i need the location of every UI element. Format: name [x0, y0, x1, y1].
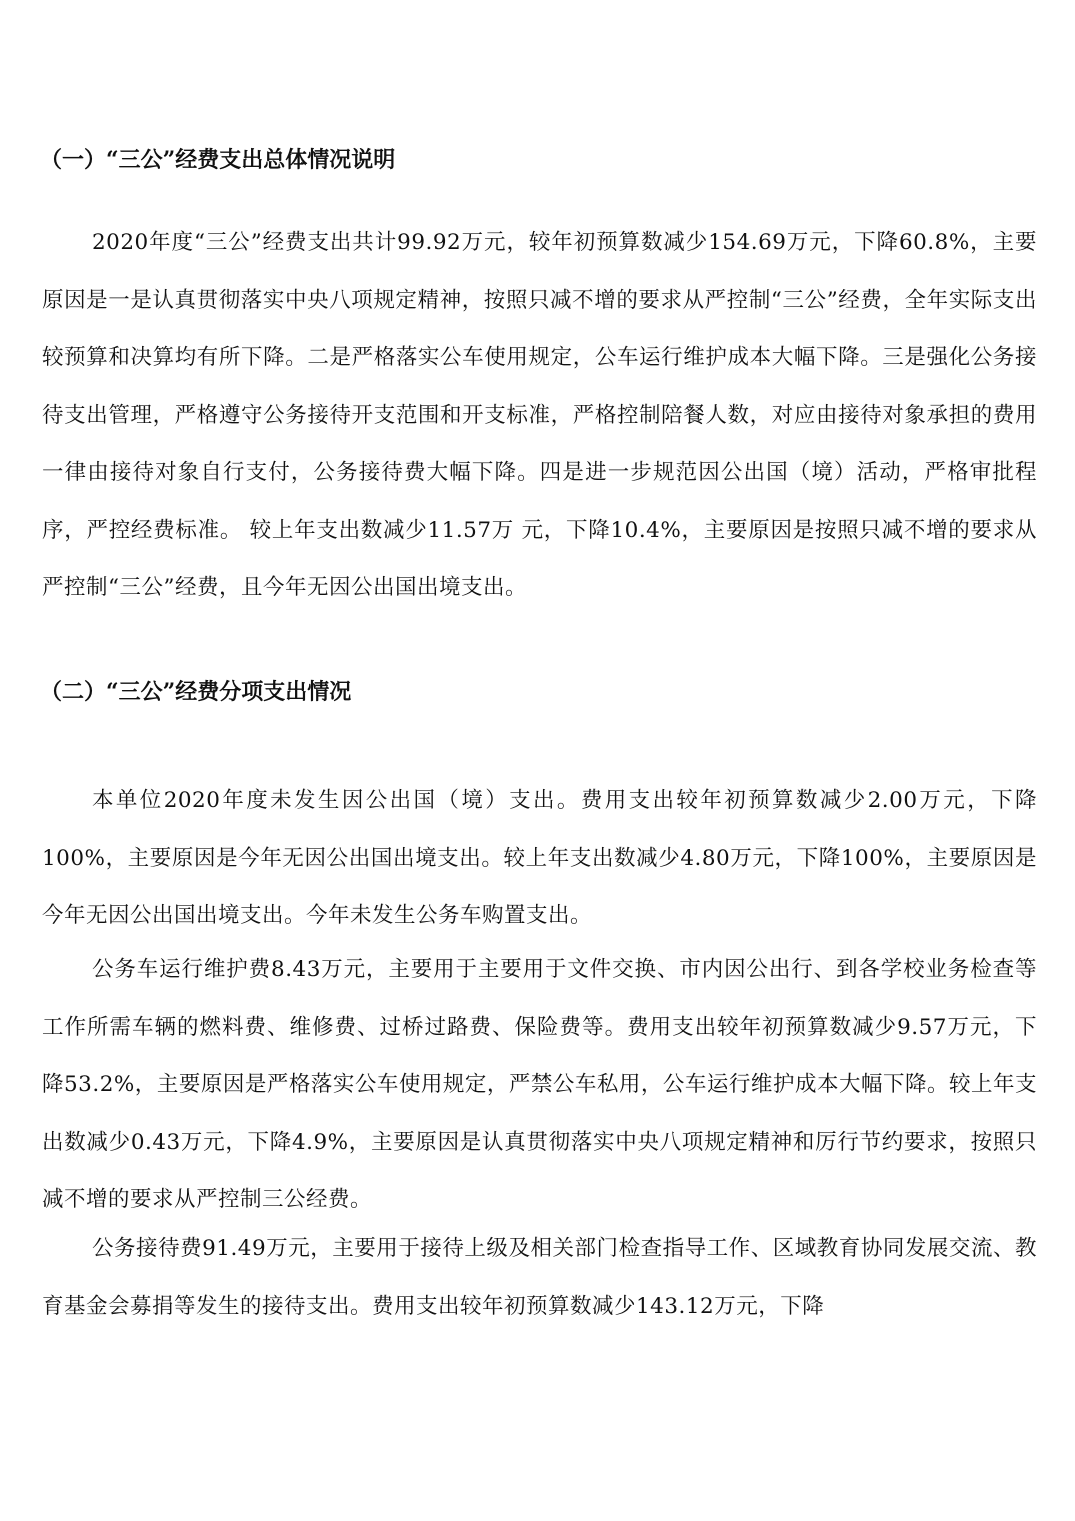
section-heading-overall: （一）“三公”经费支出总体情况说明	[40, 147, 396, 173]
paragraph-overseas-travel: 本单位2020年度未发生因公出国（境）支出。费用支出较年初预算数减少2.00万元，下降100%，主要原因是今年无因公出国出境支出。较上年支出数减少4.80万元，下降100%，主要原因是今年无因公出国出境支出。今年未发生公务车购置支出。	[42, 788, 1037, 928]
paragraph-overall-summary: 2020年度“三公”经费支出共计99.92万元，较年初预算数减少154.69万元，下降60.8%，主要原因是一是认真贯彻落实中央八项规定精神，按照只减不增的要求从严控制“三公”经费，全年实际支出较预算和决算均有所下降。二是严格落实公车使用规定，公车运行维护成本大幅下降。三是强化公务接待支出管理，严格遵守公务接待开支范围和开支标准，严格控制陪餐人数，对应由接待对象承担的费用一律由接待对象自行支付，公务接待费大幅下降。四是进一步规范因公出国（境）活动，严格审批程序，严控经费标准。 较上年支出数减少11.57万 元，下降10.4%，主要原因是按照只减不增的要求从严控制“三公”经费，且今年无因公出国出境支出。	[42, 230, 1037, 600]
section-heading-itemized: （二）“三公”经费分项支出情况	[40, 679, 352, 705]
paragraph-reception-expenses: 公务接待费91.49万元，主要用于接待上级及相关部门检查指导工作、区域教育协同发展交流、教育基金会募捐等发生的接待支出。费用支出较年初预算数减少143.12万元，下降	[42, 1236, 1037, 1319]
paragraph-vehicle-maintenance: 公务车运行维护费8.43万元，主要用于主要用于文件交换、市内因公出行、到各学校业务检查等工作所需车辆的燃料费、维修费、过桥过路费、保险费等。费用支出较年初预算数减少9.57万元，下降53.2%，主要原因是严格落实公车使用规定，严禁公车私用，公车运行维护成本大幅下降。较上年支出数减少0.43万元，下降4.9%，主要原因是认真贯彻落实中央八项规定精神和厉行节约要求，按照只减不增的要求从严控制三公经费。	[42, 957, 1037, 1212]
